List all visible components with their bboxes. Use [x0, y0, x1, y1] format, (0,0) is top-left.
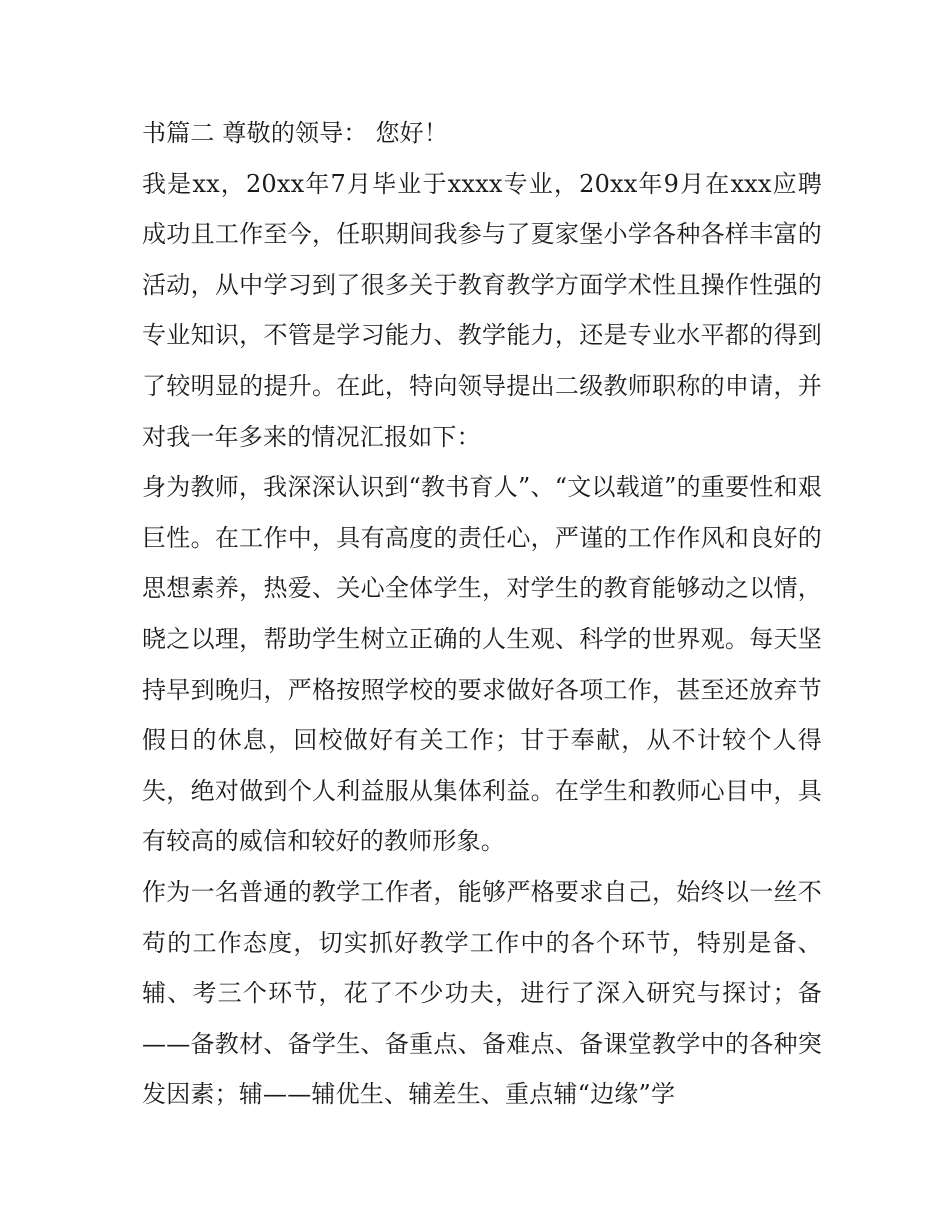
- paragraph-teacher-ethics: 身为教师，我深深认识到“教书育人”、“文以载道”的重要性和艰巨性。在工作中，具有高度的责任心，严谨的工作作风和良好的思想素养，热爱、关心全体学生，对学生的教育能够动之以情，晓之以理，帮助学生树立正确的人生观、科学的世界观。每天坚持早到晚归，严格按照学校的要求做好各项工作，甚至还放弃节假日的休息，回校做好有关工作；甘于奉献，从不计较个人得失，绝对做到个人利益服从集体利益。在学生和教师心目中，具有较高的威信和较好的教师形象。: [142, 473, 822, 856]
- heading-line: 书篇二 尊敬的领导： 您好！: [142, 119, 449, 147]
- document-body: [142, 108, 822, 1120]
- paragraph-teaching-work: 作为一名普通的教学工作者，能够严格要求自己，始终以一丝不苟的工作态度，切实抓好教学工作中的各个环节，特别是备、辅、考三个环节，花了不少功夫，进行了深入研究与探讨；备——备教材、备学生、备重点、备难点、备课堂教学中的各种突发因素；辅——辅优生、辅差生、重点辅“边缘”学: [142, 877, 822, 1109]
- paragraph-introduction: 我是xx，20xx年7月毕业于xxxx专业，20xx年9月在xxx应聘成功且工作至今，任职期间我参与了夏家堡小学各种各样丰富的活动，从中学习到了很多关于教育教学方面学术性且操作性强的专业知识，不管是学习能力、教学能力，还是专业水平都的得到了较明显的提升。在此，特向领导提出二级教师职称的申请，并对我一年多来的情况汇报如下：: [142, 169, 822, 451]
